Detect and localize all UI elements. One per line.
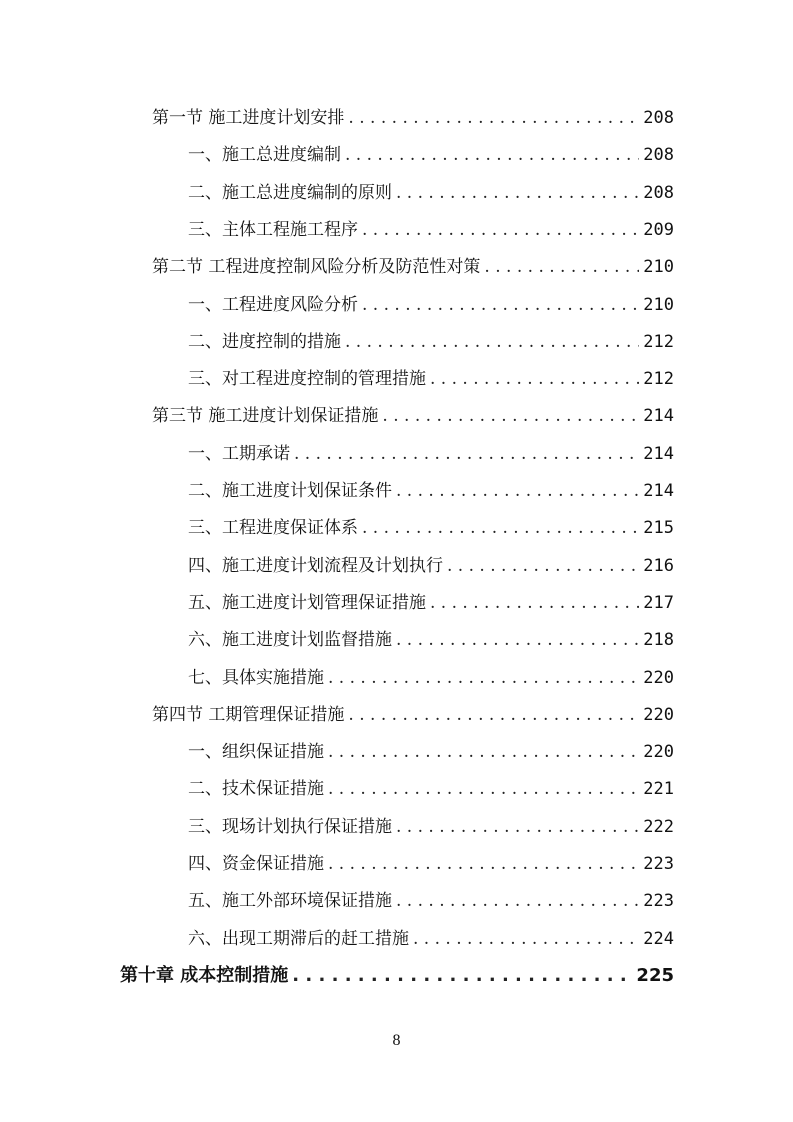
toc-entry-page: 220 — [643, 742, 674, 763]
toc-subsection-entry[interactable] — [188, 291, 674, 319]
toc-entry-page: 220 — [643, 704, 674, 725]
toc-subsection-entry[interactable] — [188, 850, 674, 878]
toc-subsection-entry[interactable] — [188, 813, 674, 841]
toc-entry-page: 212 — [643, 331, 674, 352]
toc-entry-title: 二、施工进度计划保证条件 — [188, 481, 392, 501]
toc-entry-title: 二、技术保证措施 — [188, 779, 324, 800]
toc-subsection-entry[interactable] — [188, 589, 674, 617]
toc-entry-page: 209 — [643, 219, 674, 240]
dot-leader — [328, 850, 639, 878]
dot-leader — [362, 291, 639, 319]
toc-entry-title: 五、施工外部环境保证措施 — [188, 891, 392, 912]
toc-entry-page: 208 — [643, 108, 674, 128]
dot-leader — [396, 626, 639, 654]
toc-subsection-entry[interactable] — [188, 925, 674, 953]
dot-leader — [484, 253, 639, 281]
dot-leader — [328, 738, 639, 766]
toc-subsection-entry[interactable] — [188, 552, 674, 580]
toc-subsection-entry[interactable] — [188, 141, 674, 169]
toc-entry-title: 第三节 施工进度计划保证措施 — [152, 406, 379, 427]
toc-entry-title: 六、施工进度计划监督措施 — [188, 630, 392, 651]
toc-entry-title: 六、出现工期滞后的赶工措施 — [188, 928, 409, 949]
toc-entry-page: 214 — [643, 443, 674, 464]
toc-entry-page: 216 — [643, 555, 674, 576]
dot-leader — [328, 775, 639, 803]
toc-entry-page: 208 — [643, 182, 674, 203]
toc-section-entry[interactable] — [152, 104, 674, 132]
dot-leader — [382, 402, 639, 430]
dot-leader — [430, 365, 639, 393]
toc-entry-page: 210 — [643, 257, 674, 278]
toc-entry-page: 214 — [643, 481, 674, 501]
toc-subsection-entry[interactable] — [188, 775, 674, 803]
toc-chapter-entry[interactable] — [120, 962, 674, 990]
dot-leader — [292, 962, 632, 990]
dot-leader — [396, 813, 639, 841]
toc-entry-title: 第十章 成本控制措施 — [120, 964, 289, 986]
toc-entry-page: 223 — [643, 891, 674, 912]
page-number: 8 — [392, 1032, 401, 1049]
toc-entry-page: 225 — [636, 964, 674, 986]
dot-leader — [294, 440, 639, 468]
dot-leader — [348, 104, 639, 132]
toc-entry-page: 208 — [643, 145, 674, 166]
toc-entry-title: 五、施工进度计划管理保证措施 — [188, 592, 426, 613]
dot-leader — [345, 328, 639, 356]
toc-entry-page: 221 — [643, 779, 674, 800]
dot-leader — [396, 179, 639, 207]
dot-leader — [396, 887, 639, 915]
toc-entry-title: 第二节 工程进度控制风险分析及防范性对策 — [152, 257, 481, 278]
toc-entry-title: 第一节 施工进度计划安排 — [152, 108, 345, 128]
toc-subsection-entry[interactable] — [188, 664, 674, 692]
toc-section-entry[interactable] — [152, 701, 674, 729]
toc-entry-title: 三、工程进度保证体系 — [188, 518, 358, 539]
toc-entry-title: 三、对工程进度控制的管理措施 — [188, 369, 426, 390]
toc-entry-page: 218 — [643, 630, 674, 651]
toc-subsection-entry[interactable] — [188, 440, 674, 468]
toc-entry-page: 215 — [643, 518, 674, 539]
toc-entry-page: 214 — [643, 406, 674, 427]
toc-entry-title: 七、具体实施措施 — [188, 667, 324, 688]
toc-entry-page: 220 — [643, 667, 674, 688]
toc-section-entry[interactable] — [152, 253, 674, 281]
toc-subsection-entry[interactable] — [188, 738, 674, 766]
toc-entry-page: 212 — [643, 369, 674, 390]
toc-entry-title: 一、工程进度风险分析 — [188, 294, 358, 315]
dot-leader — [345, 141, 639, 169]
dot-leader — [430, 589, 639, 617]
toc-subsection-entry[interactable] — [188, 887, 674, 915]
toc-entry-page: 210 — [643, 294, 674, 315]
toc-entry-title: 二、进度控制的措施 — [188, 331, 341, 352]
toc-subsection-entry[interactable] — [188, 626, 674, 654]
dot-leader — [362, 514, 639, 542]
toc-entry-title: 一、组织保证措施 — [188, 742, 324, 763]
dot-leader — [348, 701, 639, 729]
toc-entry-title: 第四节 工期管理保证措施 — [152, 704, 345, 725]
toc-subsection-entry[interactable] — [188, 216, 674, 244]
dot-leader — [447, 552, 639, 580]
dot-leader — [362, 216, 639, 244]
toc-entry-page: 217 — [643, 592, 674, 613]
toc-entry-title: 四、施工进度计划流程及计划执行 — [188, 555, 443, 576]
toc-subsection-entry[interactable] — [188, 365, 674, 393]
toc-entry-title: 三、现场计划执行保证措施 — [188, 816, 392, 837]
dot-leader — [328, 664, 639, 692]
toc-subsection-entry[interactable] — [188, 514, 674, 542]
toc-entry-title: 三、主体工程施工程序 — [188, 219, 358, 240]
toc-entry-page: 223 — [643, 854, 674, 874]
toc-subsection-entry[interactable] — [188, 328, 674, 356]
toc-entry-page: 222 — [643, 816, 674, 837]
toc-entry-title: 一、工期承诺 — [188, 443, 290, 464]
toc-subsection-entry[interactable] — [188, 179, 674, 207]
toc-entry-title: 一、施工总进度编制 — [188, 145, 341, 166]
toc-subsection-entry[interactable] — [188, 477, 674, 505]
toc-entry-title: 四、资金保证措施 — [188, 854, 324, 874]
toc-section-entry[interactable] — [152, 402, 674, 430]
toc-entry-title: 二、施工总进度编制的原则 — [188, 182, 392, 203]
dot-leader — [413, 925, 639, 953]
dot-leader — [396, 477, 639, 505]
toc-entry-page: 224 — [643, 928, 674, 949]
